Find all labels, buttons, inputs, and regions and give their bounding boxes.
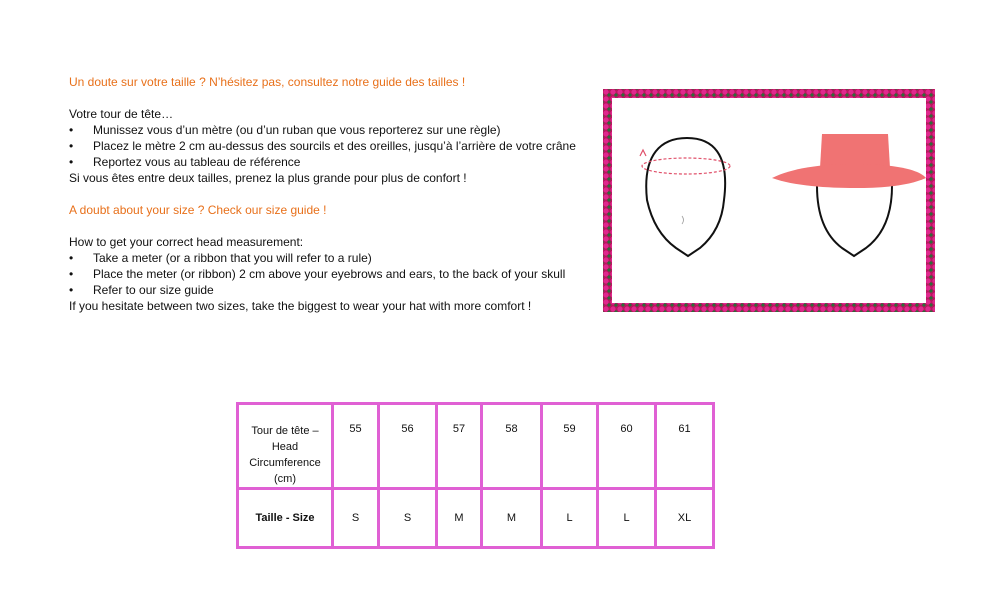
illustration [612, 98, 926, 303]
head-hat-icon [772, 134, 926, 256]
english-note: If you hesitate between two sizes, take the biggest to wear your hat with more comfort ! [69, 299, 532, 313]
illustration-panel [612, 98, 926, 303]
french-note: Si vous êtes entre deux tailles, prenez la plus grande pour plus de confort ! [69, 171, 467, 185]
english-bullet: • Take a meter (or a ribbon that you will refer to a rule) [69, 251, 372, 265]
circumference-cell: 56 [379, 404, 437, 489]
size-cell: M [482, 489, 542, 548]
circumference-cell: 59 [542, 404, 598, 489]
size-cell: L [598, 489, 656, 548]
size-cell: S [333, 489, 379, 548]
size-table [236, 402, 715, 549]
french-bullet: • Munissez vous d’un mètre (ou d’un ruban que vous reporterez sur une règle) [69, 123, 501, 137]
english-bullet: • Place the meter (or ribbon) 2 cm above your eyebrows and ears, to the back of your skull [69, 267, 566, 281]
english-bullet: • Refer to our size guide [69, 283, 214, 297]
size-cell: L [542, 489, 598, 548]
size-cell: XL [656, 489, 714, 548]
circumference-cell: 61 [656, 404, 714, 489]
english-heading: A doubt about your size ? Check our size guide ! [69, 203, 327, 217]
size-guide-text [69, 74, 599, 314]
french-bullet: • Reportez vous au tableau de référence [69, 155, 301, 169]
table-row-size [238, 489, 714, 548]
illustration-frame [603, 89, 935, 312]
english-intro: How to get your correct head measurement: [69, 235, 304, 249]
size-cell: S [379, 489, 437, 548]
french-intro: Votre tour de tête… [69, 107, 174, 121]
circumference-cell: 57 [437, 404, 482, 489]
french-heading: Un doute sur votre taille ? N’hésitez pas, consultez notre guide des tailles ! [69, 75, 466, 89]
circumference-cell: 55 [333, 404, 379, 489]
table-row-circumference [238, 404, 714, 489]
circumference-header: Tour de tête – Head Circumference (cm) [238, 404, 333, 489]
french-bullet: • Placez le mètre 2 cm au-dessus des sourcils et des oreilles, jusqu’à l’arrière de votre crâne [69, 139, 576, 153]
circumference-cell: 58 [482, 404, 542, 489]
circumference-cell: 60 [598, 404, 656, 489]
head-measure-icon [640, 138, 730, 256]
size-header: Taille - Size [238, 489, 333, 548]
size-cell: M [437, 489, 482, 548]
